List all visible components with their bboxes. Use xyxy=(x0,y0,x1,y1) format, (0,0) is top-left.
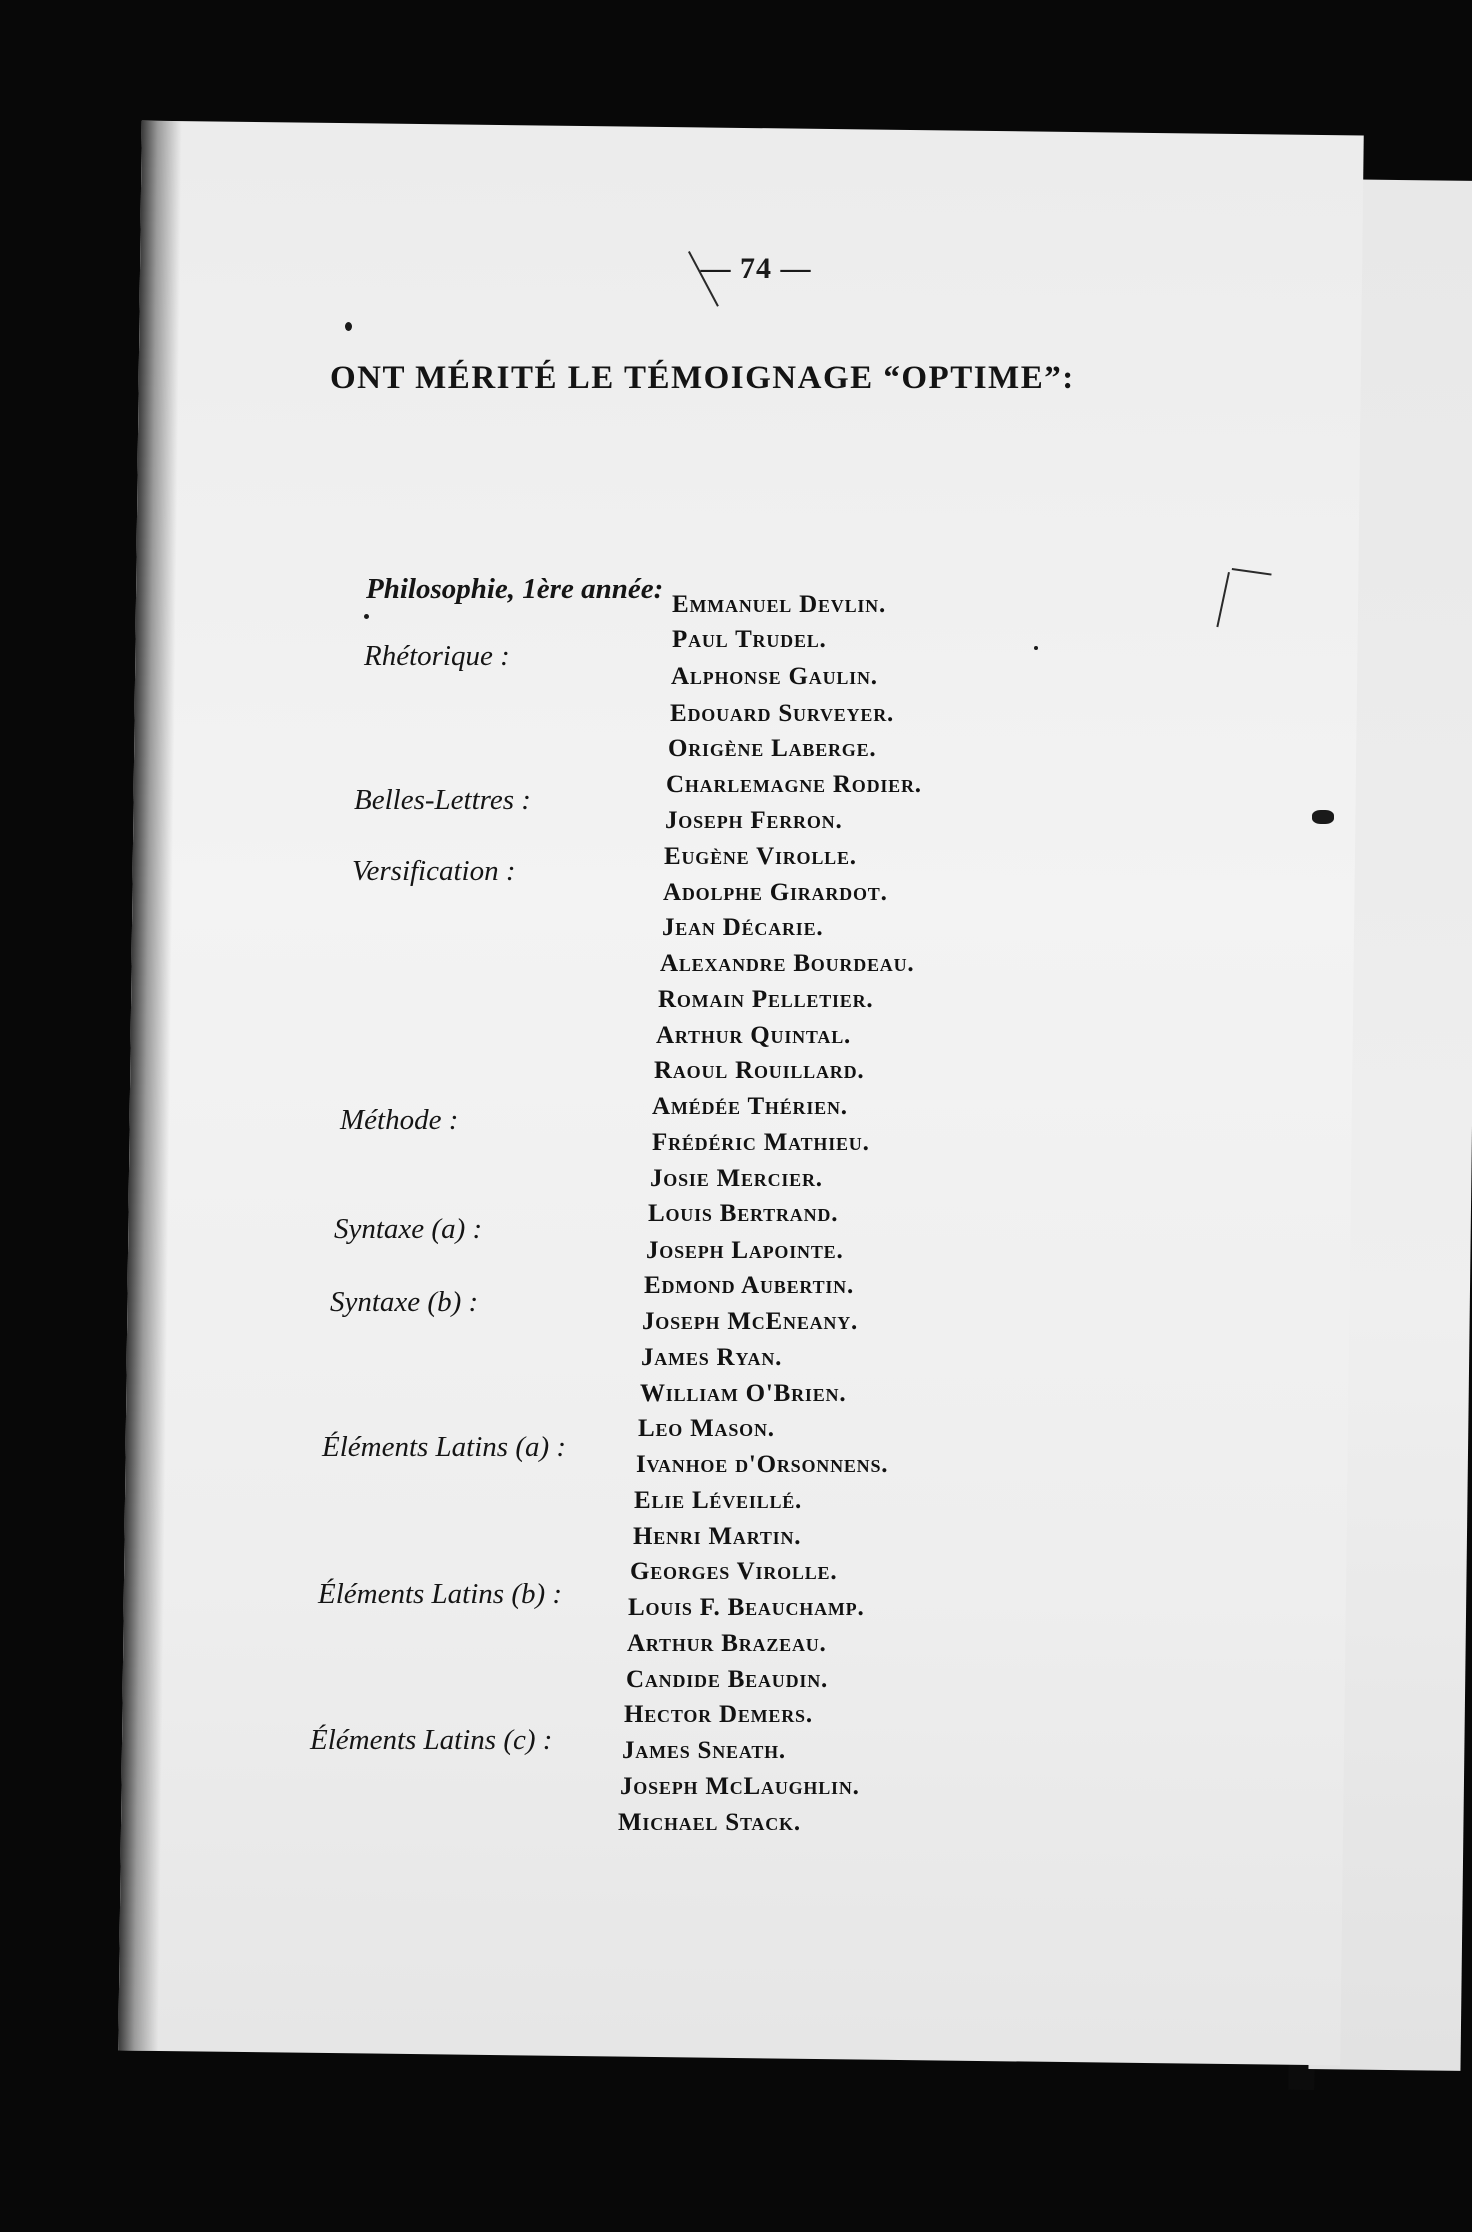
class-label-elements-latins-c: Éléments Latins (c) : xyxy=(310,1724,553,1756)
class-label-methode: Méthode : xyxy=(340,1104,459,1136)
student-name: Origène Laberge. xyxy=(668,735,877,762)
student-name: Joseph Lapointe. xyxy=(646,1237,844,1264)
student-name: Joseph Ferron. xyxy=(665,807,843,834)
student-name: Amédée Thérien. xyxy=(652,1093,848,1120)
student-name: Paul Trudel. xyxy=(672,626,827,653)
student-name: Edouard Surveyer. xyxy=(670,700,895,727)
student-name: Louis F. Beauchamp. xyxy=(628,1594,865,1621)
scan-speck xyxy=(1312,810,1334,824)
student-name: Georges Virolle. xyxy=(630,1558,838,1585)
class-label-versification: Versification : xyxy=(352,855,516,887)
student-name: Hector Demers. xyxy=(624,1701,813,1728)
student-name: Leo Mason. xyxy=(638,1415,775,1442)
student-name: William O'Brien. xyxy=(640,1380,847,1407)
student-name: Louis Bertrand. xyxy=(648,1200,839,1227)
student-name: Frédéric Mathieu. xyxy=(652,1129,870,1156)
student-name: Michael Stack. xyxy=(618,1809,801,1836)
student-name: Joseph McLaughlin. xyxy=(620,1773,860,1800)
class-label-syntaxe-b: Syntaxe (b) : xyxy=(330,1286,479,1318)
student-name: Arthur Quintal. xyxy=(656,1022,852,1049)
student-name: James Sneath. xyxy=(622,1737,786,1764)
student-name: Alexandre Bourdeau. xyxy=(660,950,915,977)
student-name: Adolphe Girardot. xyxy=(663,879,888,906)
student-name: Josie Mercier. xyxy=(650,1165,823,1192)
student-name: Romain Pelletier. xyxy=(658,986,874,1013)
scan-speck xyxy=(345,322,352,331)
student-name: Jean Décarie. xyxy=(662,914,824,941)
student-name: Arthur Brazeau. xyxy=(627,1630,827,1657)
page-number: — 74 — xyxy=(700,252,812,285)
student-name: Eugène Virolle. xyxy=(664,843,857,870)
class-label-belles-lettres: Belles-Lettres : xyxy=(354,784,531,816)
student-name: Ivanhoe d'Orsonnens. xyxy=(636,1451,889,1478)
class-label-rhetorique: Rhétorique : xyxy=(364,640,510,672)
class-label-elements-latins-a: Éléments Latins (a) : xyxy=(322,1431,567,1463)
student-name: Candide Beaudin. xyxy=(626,1666,829,1693)
student-name: James Ryan. xyxy=(641,1344,783,1371)
student-name: Elie Léveillé. xyxy=(634,1487,803,1514)
scan-speck xyxy=(364,614,369,619)
student-name: Joseph McEneany. xyxy=(642,1308,859,1335)
page-heading: ONT MÉRITÉ LE TÉMOIGNAGE “OPTIME”: xyxy=(330,360,1075,396)
student-name: Alphonse Gaulin. xyxy=(671,663,878,690)
student-name: Emmanuel Devlin. xyxy=(672,591,887,618)
scan-speck xyxy=(1034,646,1038,650)
student-name: Edmond Aubertin. xyxy=(644,1272,855,1299)
class-label-philosophie: Philosophie, 1ère année: xyxy=(366,573,664,605)
student-name: Raoul Rouillard. xyxy=(654,1057,865,1084)
student-name: Charlemagne Rodier. xyxy=(666,771,922,798)
student-name: Henri Martin. xyxy=(633,1523,802,1550)
class-label-syntaxe-a: Syntaxe (a) : xyxy=(334,1213,483,1245)
class-label-elements-latins-b: Éléments Latins (b) : xyxy=(318,1578,563,1610)
